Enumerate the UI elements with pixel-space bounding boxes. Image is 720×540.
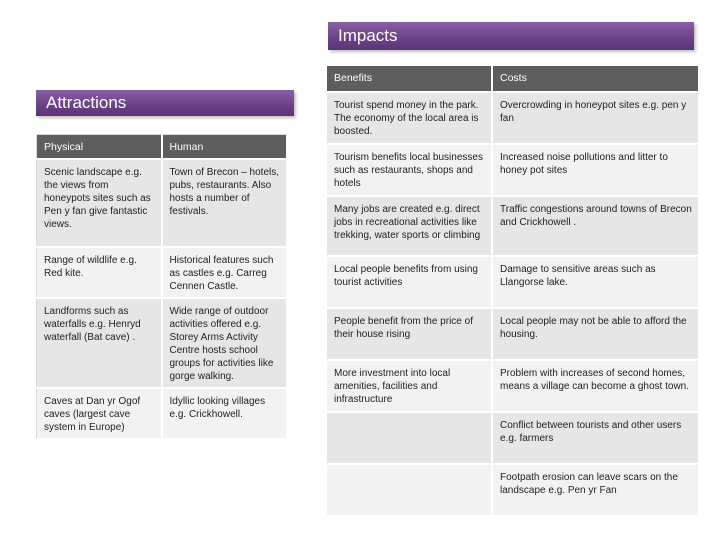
table-row xyxy=(327,464,699,516)
cost-cell: Footpath erosion can leave scars on the landscape e.g. Pen yr Fan xyxy=(492,464,699,516)
costs-header: Costs xyxy=(492,66,699,92)
attractions-heading: Attractions xyxy=(36,90,294,116)
benefit-cell: Tourist spend money in the park. The economy of the local area is boosted. xyxy=(327,92,492,144)
benefit-cell: More investment into local amenities, facilities and infrastructure xyxy=(327,360,492,412)
benefit-cell: Tourism benefits local businesses such as restaurants, shops and hotels xyxy=(327,144,492,196)
benefit-cell: Local people benefits from using tourist activities xyxy=(327,256,492,308)
human-cell: Wide range of outdoor activities offered e.g. Storey Arms Activity Centre hosts school groups for activities like gorge walking. xyxy=(162,298,287,388)
table-row xyxy=(37,247,287,298)
physical-cell: Landforms such as waterfalls e.g. Henryd waterfall (Bat cave) . xyxy=(37,298,162,388)
physical-cell: Caves at Dan yr Ogof caves (largest cave system in Europe) xyxy=(37,388,162,439)
cost-cell: Local people may not be able to afford the housing. xyxy=(492,308,699,360)
impacts-header-row xyxy=(327,66,699,92)
cost-cell: Problem with increases of second homes, means a village can become a ghost town. xyxy=(492,360,699,412)
physical-header: Physical xyxy=(37,135,162,160)
human-cell: Historical features such as castles e.g. Carreg Cennen Castle. xyxy=(162,247,287,298)
cost-cell: Conflict between tourists and other users e.g. farmers xyxy=(492,412,699,464)
human-cell: Idyllic looking villages e.g. Crickhowell. xyxy=(162,388,287,439)
table-row xyxy=(327,144,699,196)
benefits-header: Benefits xyxy=(327,66,492,92)
cost-cell: Increased noise pollutions and litter to honey pot sites xyxy=(492,144,699,196)
table-row xyxy=(327,92,699,144)
table-row xyxy=(37,159,287,247)
impacts-heading: Impacts xyxy=(328,22,694,50)
benefit-cell xyxy=(327,464,492,516)
human-header: Human xyxy=(162,135,287,160)
table-row xyxy=(327,196,699,256)
table-row xyxy=(37,298,287,388)
benefit-cell: People benefit from the price of their house rising xyxy=(327,308,492,360)
table-row xyxy=(327,360,699,412)
physical-cell: Range of wildlife e.g. Red kite. xyxy=(37,247,162,298)
human-cell: Town of Brecon – hotels, pubs, restaurants. Also hosts a number of festivals. xyxy=(162,159,287,247)
benefit-cell: Many jobs are created e.g. direct jobs in recreational activities like trekking, water sports or climbing xyxy=(327,196,492,256)
cost-cell: Traffic congestions around towns of Brecon and Crickhowell . xyxy=(492,196,699,256)
table-row xyxy=(327,256,699,308)
attractions-table xyxy=(36,134,288,440)
table-row xyxy=(327,308,699,360)
table-row xyxy=(327,412,699,464)
cost-cell: Damage to sensitive areas such as Llangorse lake. xyxy=(492,256,699,308)
attractions-header-row xyxy=(37,135,287,160)
physical-cell: Scenic landscape e.g. the views from honeypots sites such as Pen y fan give fantastic views. xyxy=(37,159,162,247)
impacts-table xyxy=(327,66,700,517)
cost-cell: Overcrowding in honeypot sites e.g. pen y fan xyxy=(492,92,699,144)
benefit-cell xyxy=(327,412,492,464)
table-row xyxy=(37,388,287,439)
